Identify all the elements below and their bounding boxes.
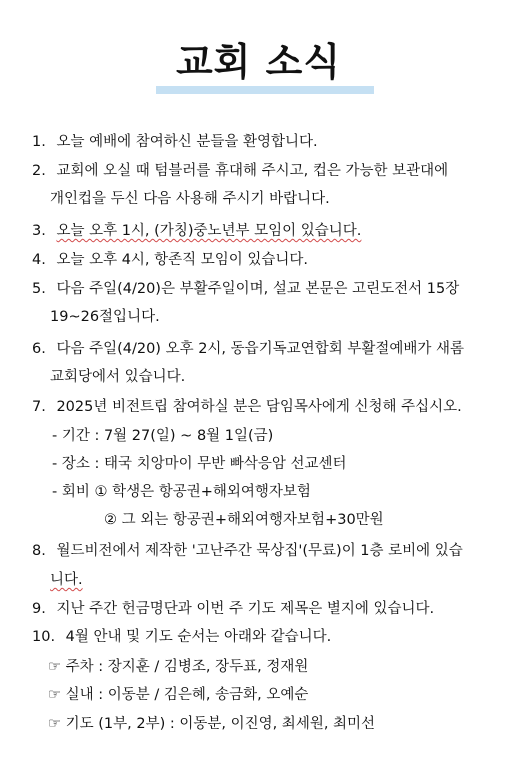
sub-item-period [52, 426, 273, 446]
item-number: 1. [32, 134, 46, 150]
list-item [32, 627, 331, 647]
item-number: 10. [32, 629, 56, 645]
item-text: 19~26절입니다. [50, 309, 160, 325]
item-text: 오늘 오후 4시, 항존직 모임이 있습니다. [56, 252, 309, 268]
list-item-continuation [50, 367, 185, 387]
sub-item-text: ② 그 외는 항공권+해외여행자보험+30만원 [104, 512, 384, 528]
list-item-continuation [50, 307, 160, 327]
list-item [32, 599, 434, 619]
list-item [32, 339, 464, 359]
page-title: 교회 소식 [175, 40, 342, 84]
sub-item-text: ☞ 실내 : 이동분 / 김은혜, 송금화, 오예순 [48, 687, 309, 703]
item-text: 4월 안내 및 기도 순서는 아래와 같습니다. [65, 629, 332, 645]
sub-item-place [52, 454, 347, 474]
list-item [32, 250, 308, 270]
item-number: 8. [32, 543, 46, 559]
list-item [32, 221, 361, 241]
list-item [32, 132, 318, 152]
title-underline-bar [156, 86, 374, 94]
item-text: 월드비전에서 제작한 '고난주간 묵상집'(무료)이 1층 로비에 있습 [56, 543, 463, 559]
list-item-continuation [50, 570, 83, 590]
sub-item-text: ☞ 주차 : 장지훈 / 김병조, 장두표, 정재원 [48, 659, 309, 675]
item-text: 오늘 예배에 참여하신 분들을 환영합니다. [56, 134, 318, 150]
item-number: 4. [32, 252, 46, 268]
list-item [32, 279, 459, 299]
sub-item-prayer [48, 714, 375, 734]
sub-item-text: - 기간 : 7월 27(일) ~ 8월 1일(금) [52, 428, 274, 444]
sub-item-fee-other [104, 510, 384, 530]
item-text: 2025년 비전트립 참여하실 분은 담임목사에게 신청해 주십시오. [56, 399, 462, 415]
item-number: 6. [32, 341, 46, 357]
list-item [32, 541, 463, 561]
sub-item-text: - 회비 ① 학생은 항공권+해외여행자보험 [52, 484, 311, 500]
sub-item-indoor [48, 685, 308, 705]
list-item [32, 161, 448, 181]
list-item-continuation [50, 189, 330, 209]
item-text: 다음 주일(4/20) 오후 2시, 동읍기독교연합회 부활절예배가 새롬 [56, 341, 464, 357]
sub-item-text: ☞ 기도 (1부, 2부) : 이동분, 이진영, 최세원, 최미선 [48, 716, 376, 732]
item-number: 7. [32, 399, 46, 415]
sub-item-parking [48, 657, 308, 677]
item-text: 다음 주일(4/20)은 부활주일이며, 설교 본문은 고린도전서 15장 [56, 281, 460, 297]
item-text: 지난 주간 헌금명단과 이번 주 기도 제목은 별지에 있습니다. [56, 601, 435, 617]
item-number: 5. [32, 281, 46, 297]
list-item [32, 397, 462, 417]
item-text: 니다. [50, 572, 83, 588]
item-text: 개인컵을 두신 다음 사용해 주시기 바랍니다. [50, 191, 330, 207]
item-number: 9. [32, 601, 46, 617]
item-number: 2. [32, 163, 46, 179]
sub-item-fee [52, 482, 311, 502]
sub-item-text: - 장소 : 태국 치앙마이 무반 빠삭응암 선교센터 [52, 456, 347, 472]
item-text: 교회당에서 있습니다. [50, 369, 186, 385]
item-number: 3. [32, 223, 46, 239]
item-text: 교회에 오실 때 텀블러를 휴대해 주시고, 컵은 가능한 보관대에 [56, 163, 449, 179]
item-text: 오늘 오후 1시, (가칭)중노년부 모임이 있습니다. [56, 223, 362, 239]
